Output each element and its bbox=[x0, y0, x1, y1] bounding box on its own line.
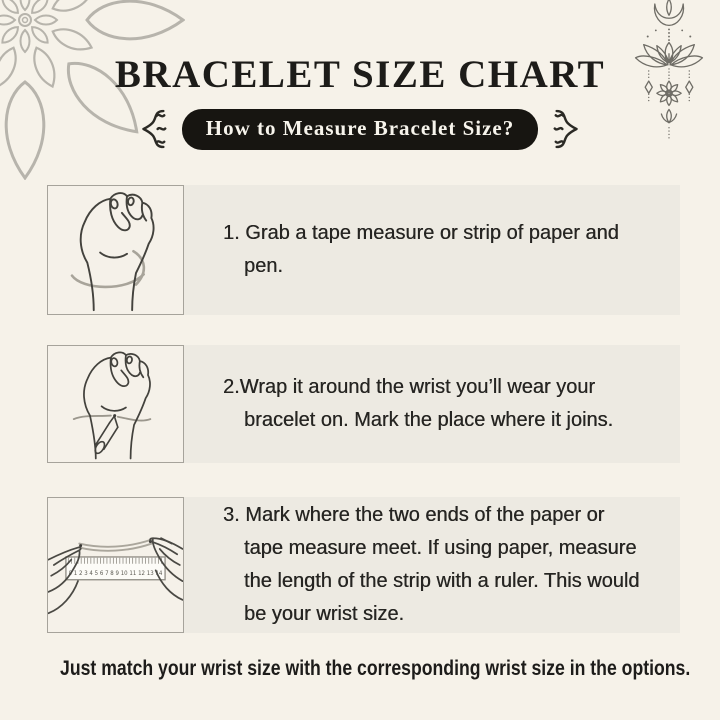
step-line: be your wrist size. bbox=[244, 603, 405, 625]
step-line: tape measure meet. If using paper, measure bbox=[244, 537, 637, 559]
step-row-3 bbox=[47, 497, 680, 633]
flourish-left-icon bbox=[135, 107, 169, 151]
step-2-illustration-tile bbox=[47, 345, 184, 463]
ruler-numbers: 0 1 2 3 4 5 6 7 8 9 10 11 12 13 14 bbox=[68, 570, 163, 578]
footer-note-text: Just match your wrist size with the corresponding wrist size in the options. bbox=[60, 657, 691, 680]
step-3-text bbox=[223, 499, 639, 631]
hands-holding-strip-over-ruler-illustration bbox=[48, 498, 183, 632]
step-row-2 bbox=[47, 345, 680, 463]
footer-note bbox=[0, 657, 720, 681]
hand-marking-wrist-illustration bbox=[48, 346, 183, 462]
step-row-1 bbox=[47, 185, 680, 315]
badge-row bbox=[0, 106, 720, 152]
step-2-text bbox=[223, 371, 613, 437]
hand-with-tape-loop-illustration bbox=[48, 186, 183, 314]
section-badge: How to Measure Bracelet Size? bbox=[182, 109, 539, 150]
step-line: bracelet on. Mark the place where it joins. bbox=[244, 409, 614, 431]
step-line: 1. Grab a tape measure or strip of paper and bbox=[223, 222, 619, 244]
step-line: 2.Wrap it around the wrist you’ll wear your bbox=[223, 376, 596, 398]
flourish-right-icon bbox=[551, 107, 585, 151]
step-3-illustration-tile bbox=[47, 497, 184, 633]
step-line: pen. bbox=[244, 255, 283, 277]
step-1-text bbox=[223, 217, 619, 283]
page-title: BRACELET SIZE CHART bbox=[114, 53, 606, 96]
step-line: the length of the strip with a ruler. This would bbox=[244, 570, 640, 592]
step-line: 3. Mark where the two ends of the paper or bbox=[223, 504, 605, 526]
step-1-illustration-tile bbox=[47, 185, 184, 315]
